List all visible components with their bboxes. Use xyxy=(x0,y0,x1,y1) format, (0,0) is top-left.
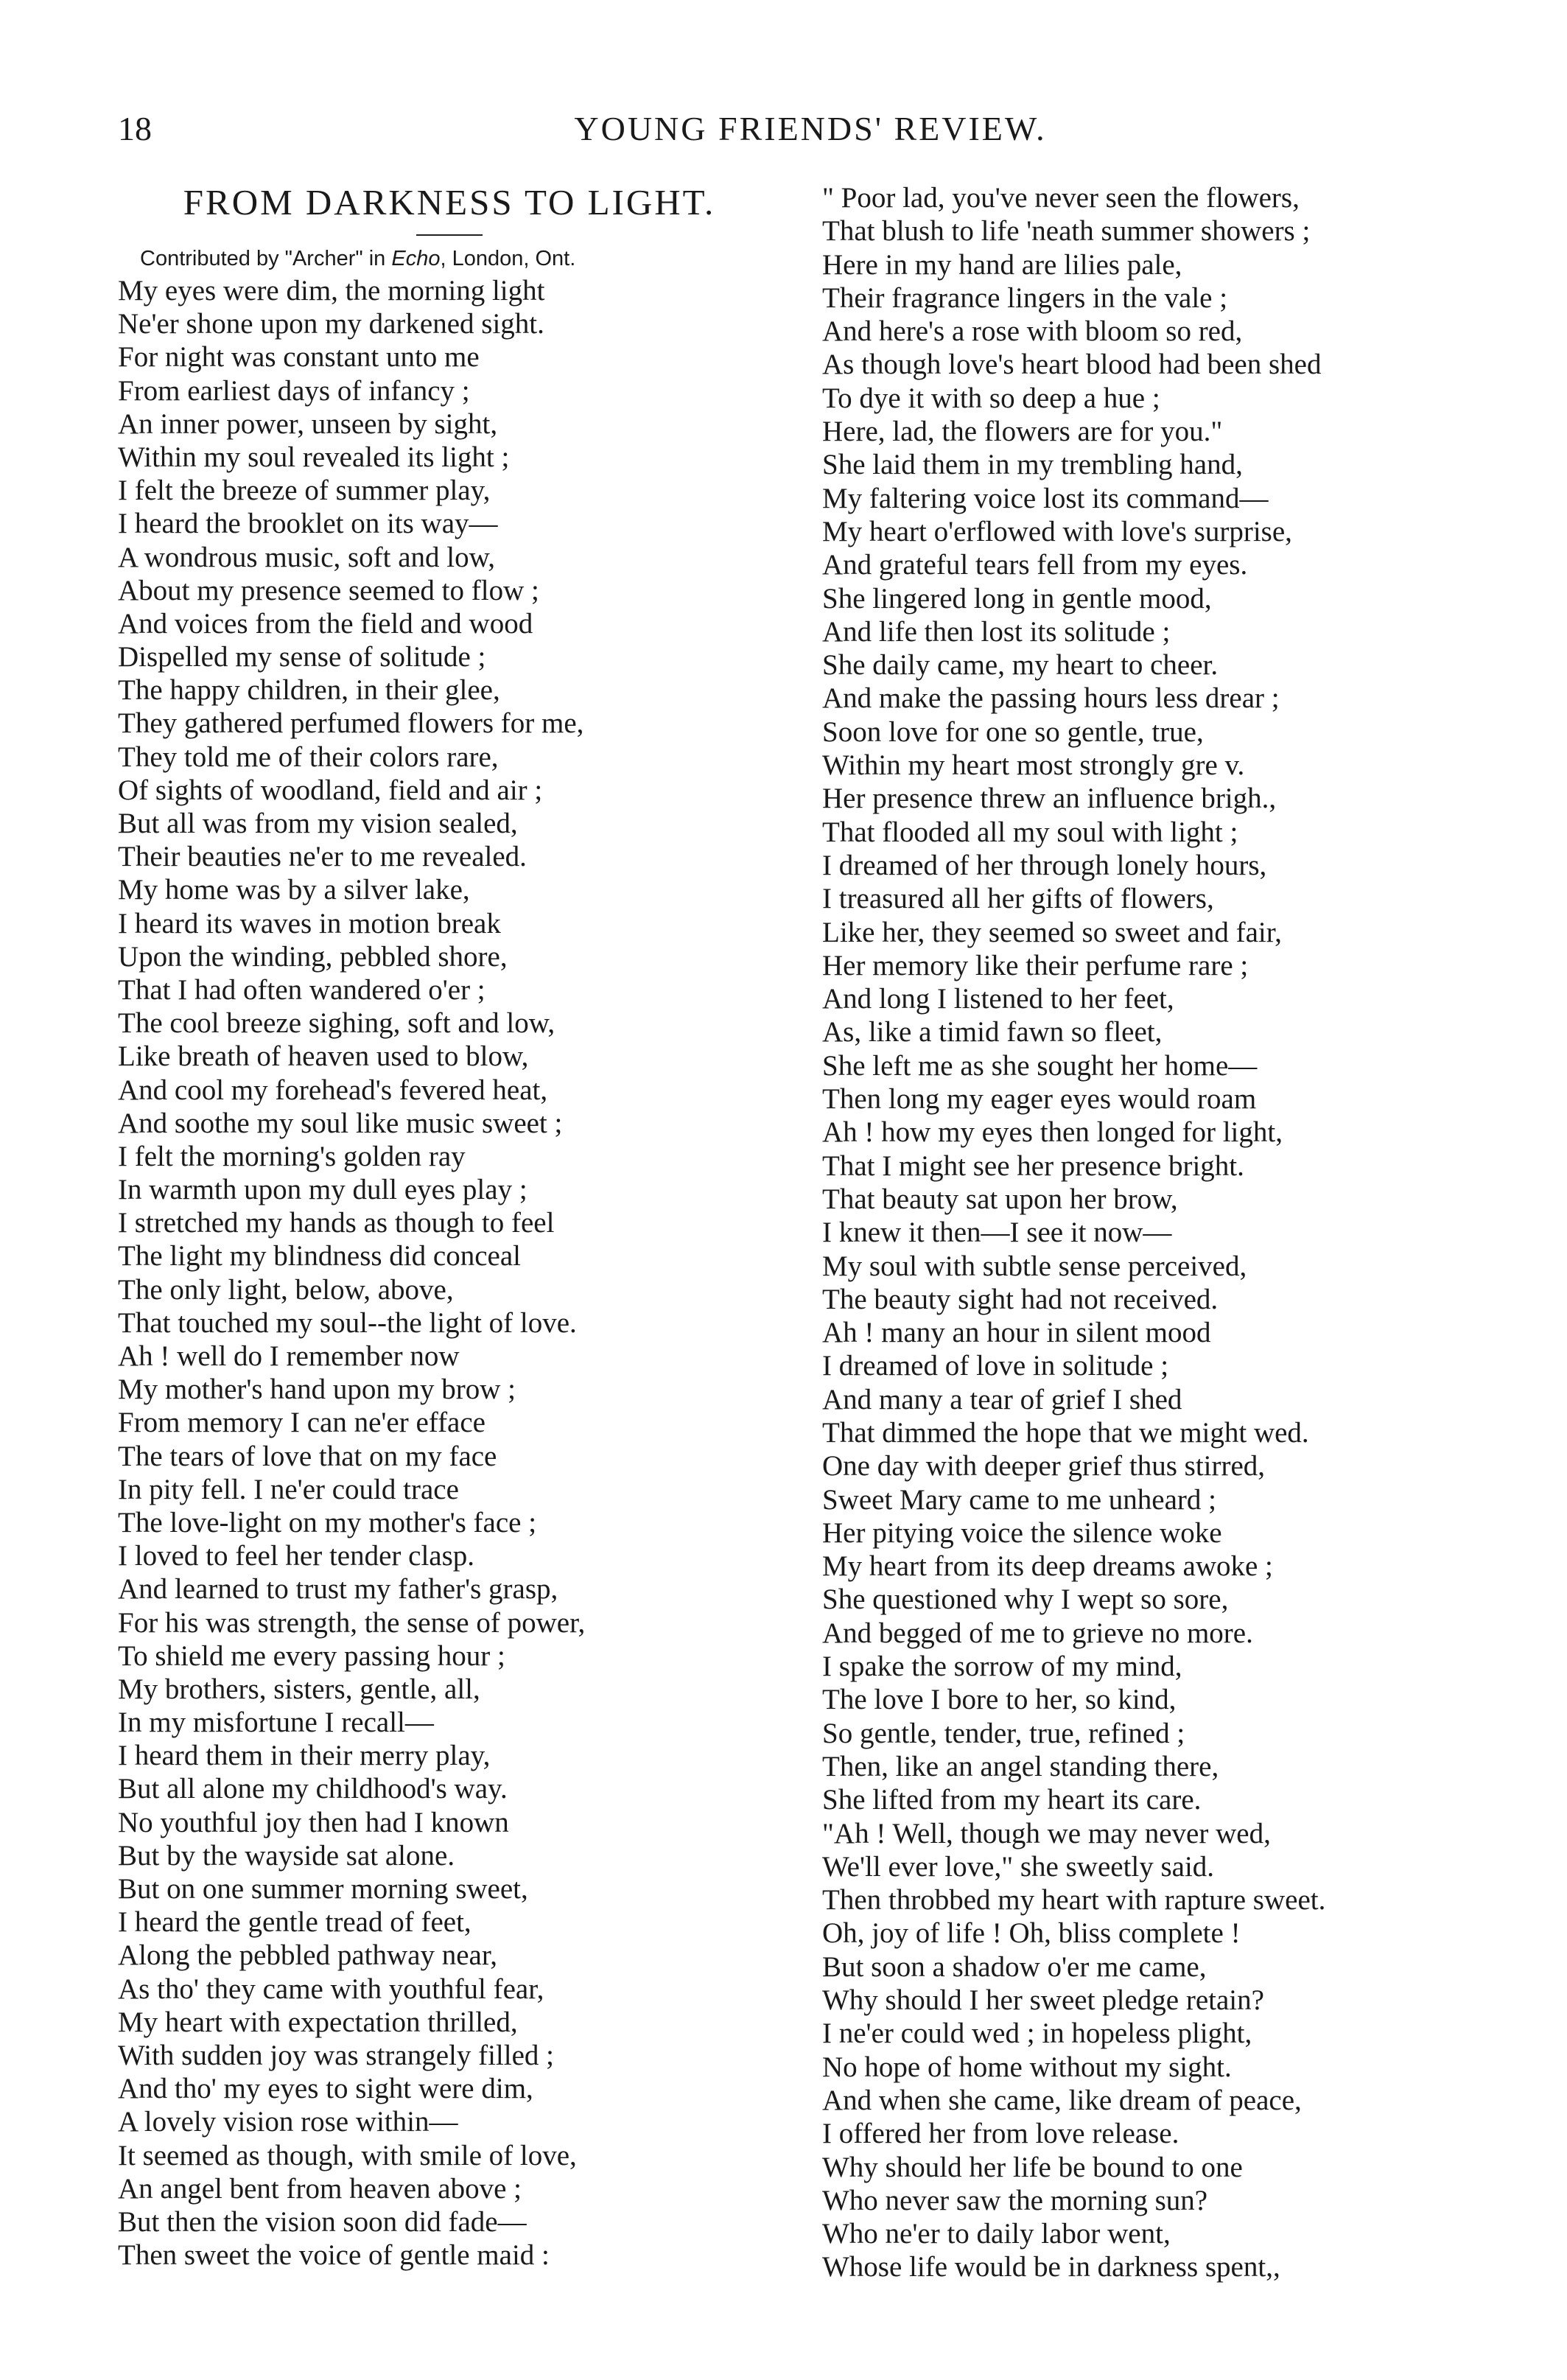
poem-line: My heart o'erflowed with love's surprise, xyxy=(822,515,1292,547)
poem-line: An angel bent from heaven above ; xyxy=(118,2172,522,2205)
poem-line: Then long my eager eyes would roam xyxy=(822,1083,1257,1116)
poem-line: Then throbbed my heart with rapture sweet. xyxy=(822,1884,1326,1917)
poem-line: And grateful tears fell from my eyes. xyxy=(822,549,1248,581)
poem-line: Oh, joy of life ! Oh, bliss complete ! xyxy=(822,1917,1241,1950)
poem-line: And cool my forehead's fevered heat, xyxy=(118,1074,548,1106)
poem-line: But all alone my childhood's way. xyxy=(118,1773,508,1805)
poem-line: And when she came, like dream of peace, xyxy=(822,2084,1302,2116)
credit-source: Echo xyxy=(391,247,441,270)
poem-line: Then sweet the voice of gentle maid : xyxy=(118,2239,550,2272)
poem-line: No hope of home without my sight. xyxy=(822,2051,1232,2083)
poem-line: She lingered long in gentle mood, xyxy=(822,582,1212,615)
poem-line: Whose life would be in darkness spent,, xyxy=(822,2251,1280,2283)
poem-line: As, like a timid fawn so fleet, xyxy=(822,1016,1163,1049)
poem-line: No youthful joy then had I known xyxy=(118,1806,509,1838)
poem-line: And begged of me to grieve no more. xyxy=(822,1617,1253,1649)
poem-line: And life then lost its solitude ; xyxy=(822,615,1171,648)
poem-line: Their beauties ne'er to me revealed. xyxy=(118,841,527,873)
poem-line: The happy children, in their glee, xyxy=(118,674,500,707)
poem-line: But on one summer morning sweet, xyxy=(118,1873,528,1905)
poem-line: Like breath of heaven used to blow, xyxy=(118,1040,529,1073)
poem-line: Within my soul revealed its light ; xyxy=(118,441,510,473)
left-column xyxy=(118,177,781,2272)
poem-line: I offered her from love release. xyxy=(822,2118,1179,2150)
poem-line: Who never saw the morning sun? xyxy=(822,2184,1208,2216)
poem-line: It seemed as though, with smile of love, xyxy=(118,2139,577,2171)
poem-line: From earliest days of infancy ; xyxy=(118,374,470,407)
poem-line: Then, like an angel standing there, xyxy=(822,1750,1219,1782)
poem-line: And here's a rose with bloom so red, xyxy=(822,315,1243,348)
poem-line: My eyes were dim, the morning light xyxy=(118,275,545,307)
poem-line: I heard the gentle tread of feet, xyxy=(118,1906,471,1939)
poem-line: They told me of their colors rare, xyxy=(118,741,499,773)
poem-line: Her memory like their perfume rare ; xyxy=(822,949,1249,981)
poem-line: In warmth upon my dull eyes play ; xyxy=(118,1174,527,1206)
credit-suffix: , London, Ont. xyxy=(440,247,576,270)
poem-line: And voices from the field and wood xyxy=(118,607,533,640)
page-header xyxy=(118,109,1503,161)
poem-line: That flooded all my soul with light ; xyxy=(822,816,1238,848)
poem-line: My faltering voice lost its command— xyxy=(822,482,1269,514)
poem-line: With sudden joy was strangely filled ; xyxy=(118,2039,554,2071)
page-number: 18 xyxy=(118,110,152,147)
poem-line: Here, lad, the flowers are for you." xyxy=(822,416,1223,448)
poem-line: But all was from my vision sealed, xyxy=(118,808,518,839)
poem-line: " Poor lad, you've never seen the flowers, xyxy=(822,182,1300,214)
poem-line: Within my heart most strongly gre v. xyxy=(822,749,1245,782)
poem-line: The only light, below, above, xyxy=(118,1273,454,1306)
poem-line: She questioned why I wept so sore, xyxy=(822,1583,1229,1616)
poem-line: In my misfortune I recall— xyxy=(118,1707,434,1739)
poem-line: We'll ever love," she sweetly said. xyxy=(822,1850,1215,1883)
poem-line: "Ah ! Well, though we may never wed, xyxy=(822,1817,1271,1849)
poem-line: And long I listened to her feet, xyxy=(822,983,1174,1015)
poem-line: The love I bore to her, so kind, xyxy=(822,1684,1177,1716)
poem-line: That beauty sat upon her brow, xyxy=(822,1183,1178,1215)
poem-line: I felt the morning's golden ray xyxy=(118,1140,466,1172)
title-rule xyxy=(416,234,483,236)
poem-line: That I had often wandered o'er ; xyxy=(118,973,485,1006)
poem-line: Here in my hand are lilies pale, xyxy=(822,248,1182,281)
poem-line: For night was constant unto me xyxy=(118,341,480,374)
poem-line: Who ne'er to daily labor went, xyxy=(822,2218,1171,2250)
poem-line: Soon love for one so gentle, true, xyxy=(822,715,1204,748)
poem-line: An inner power, unseen by sight, xyxy=(118,407,498,440)
poem-line: Of sights of woodland, field and air ; xyxy=(118,774,543,806)
poem-line: That blush to life 'neath summer showers ; xyxy=(822,215,1311,248)
poem-line: My heart with expectation thrilled, xyxy=(118,2006,518,2038)
poem-line: My home was by a silver lake, xyxy=(118,874,470,906)
poem-line: I loved to feel her tender clasp. xyxy=(118,1540,475,1572)
poem-line: In pity fell. I ne'er could trace xyxy=(118,1473,459,1505)
poem-line: Her presence threw an influence brigh., xyxy=(822,783,1277,815)
poem-line: And tho' my eyes to sight were dim, xyxy=(118,2073,533,2105)
poem-line: She daily came, my heart to cheer. xyxy=(822,649,1219,682)
poem-line: Dispelled my sense of solitude ; xyxy=(118,641,486,673)
poem-lines-left xyxy=(118,274,781,2272)
poem-line: I dreamed of love in solitude ; xyxy=(822,1350,1169,1382)
poem-line: And many a tear of grief I shed xyxy=(822,1383,1182,1415)
poem-line: They gathered perfumed flowers for me, xyxy=(118,707,584,740)
poem-line: But then the vision soon did fade— xyxy=(118,2205,527,2238)
poem-line: She left me as she sought her home— xyxy=(822,1049,1258,1082)
poem-line: I stretched my hands as though to feel xyxy=(118,1207,555,1239)
poem-line: My heart from its deep dreams awoke ; xyxy=(822,1550,1273,1583)
poem-line: I heard the brooklet on its way— xyxy=(118,508,498,540)
poem-credit xyxy=(118,243,781,274)
poem-line: As tho' they came with youthful fear, xyxy=(118,1973,544,2005)
poem-line: I heard them in their merry play, xyxy=(118,1740,491,1772)
poem-line: Ah ! well do I remember now xyxy=(118,1340,460,1372)
poem-line: My soul with subtle sense perceived, xyxy=(822,1250,1247,1282)
poem-line: Why should her life be bound to one xyxy=(822,2151,1243,2183)
poem-line: I treasured all her gifts of flowers, xyxy=(822,883,1214,915)
poem-line: That I might see her presence bright. xyxy=(822,1149,1244,1182)
poem-line: My mother's hand upon my brow ; xyxy=(118,1373,516,1406)
poem-line: I spake the sorrow of my mind, xyxy=(822,1651,1182,1683)
poem-line: Their fragrance lingers in the vale ; xyxy=(822,281,1228,314)
poem-line: Sweet Mary came to me unheard ; xyxy=(822,1483,1216,1516)
poem-line: The light my blindness did conceal xyxy=(118,1240,521,1273)
poem-line: Ah ! how my eyes then longed for light, xyxy=(822,1116,1283,1149)
poem-title: FROM DARKNESS TO LIGHT. xyxy=(183,182,716,223)
poem-line: About my presence seemed to flow ; xyxy=(118,574,539,606)
poem-lines-right xyxy=(822,181,1500,2284)
poem-line: For his was strength, the sense of power, xyxy=(118,1606,586,1639)
poem-line: The tears of love that on my face xyxy=(118,1440,497,1472)
poem-line: The love-light on my mother's face ; xyxy=(118,1506,537,1539)
poem-line: A wondrous music, soft and low, xyxy=(118,541,496,573)
poem-line: A lovely vision rose within— xyxy=(118,2106,458,2138)
poem-line: My brothers, sisters, gentle, all, xyxy=(118,1673,480,1705)
poem-line: And soothe my soul like music sweet ; xyxy=(118,1107,563,1139)
poem-line: But by the wayside sat alone. xyxy=(118,1839,455,1872)
poem-line: The cool breeze sighing, soft and low, xyxy=(118,1007,555,1040)
poem-line: The beauty sight had not received. xyxy=(822,1283,1219,1315)
poem-line: To shield me every passing hour ; xyxy=(118,1639,505,1672)
poem-line: I felt the breeze of summer play, xyxy=(118,475,491,507)
poem-line: And learned to trust my father's grasp, xyxy=(118,1573,558,1606)
right-column xyxy=(822,181,1500,2284)
poem-line: And make the passing hours less drear ; xyxy=(822,682,1280,715)
poem-line: Why should I her sweet pledge retain? xyxy=(822,1984,1264,2017)
poem-line: As though love's heart blood had been shed xyxy=(822,349,1322,381)
poem-line: I ne'er could wed ; in hopeless plight, xyxy=(822,2017,1252,2050)
poem-line: Ah ! many an hour in silent mood xyxy=(822,1317,1211,1349)
poem-line: To dye it with so deep a hue ; xyxy=(822,382,1160,414)
poem-line: One day with deeper grief thus stirred, xyxy=(822,1450,1266,1483)
poem-line: I heard its waves in motion break xyxy=(118,907,501,939)
poem-line: That dimmed the hope that we might wed. xyxy=(822,1416,1309,1449)
credit-prefix: Contributed by "Archer" in xyxy=(140,247,392,270)
poem-line: She lifted from my heart its care. xyxy=(822,1784,1202,1816)
running-title: YOUNG FRIENDS' REVIEW. xyxy=(574,110,1047,147)
poem-line: Ne'er shone upon my darkened sight. xyxy=(118,308,544,340)
poem-line: Along the pebbled pathway near, xyxy=(118,1939,498,1972)
poem-line: I knew it then—I see it now— xyxy=(822,1217,1172,1249)
poem-line: But soon a shadow o'er me came, xyxy=(822,1950,1207,1983)
poem-line: She laid them in my trembling hand, xyxy=(822,449,1243,481)
poem-line: That touched my soul--the light of love. xyxy=(118,1306,577,1339)
poem-line: Like her, they seemed so sweet and fair, xyxy=(822,916,1282,948)
poem-line: I dreamed of her through lonely hours, xyxy=(822,849,1267,881)
poem-line: Her pitying voice the silence woke xyxy=(822,1516,1222,1549)
poem-line: Upon the winding, pebbled shore, xyxy=(118,940,508,973)
poem-line: From memory I can ne'er efface xyxy=(118,1407,485,1439)
poem-line: So gentle, tender, true, refined ; xyxy=(822,1717,1185,1749)
